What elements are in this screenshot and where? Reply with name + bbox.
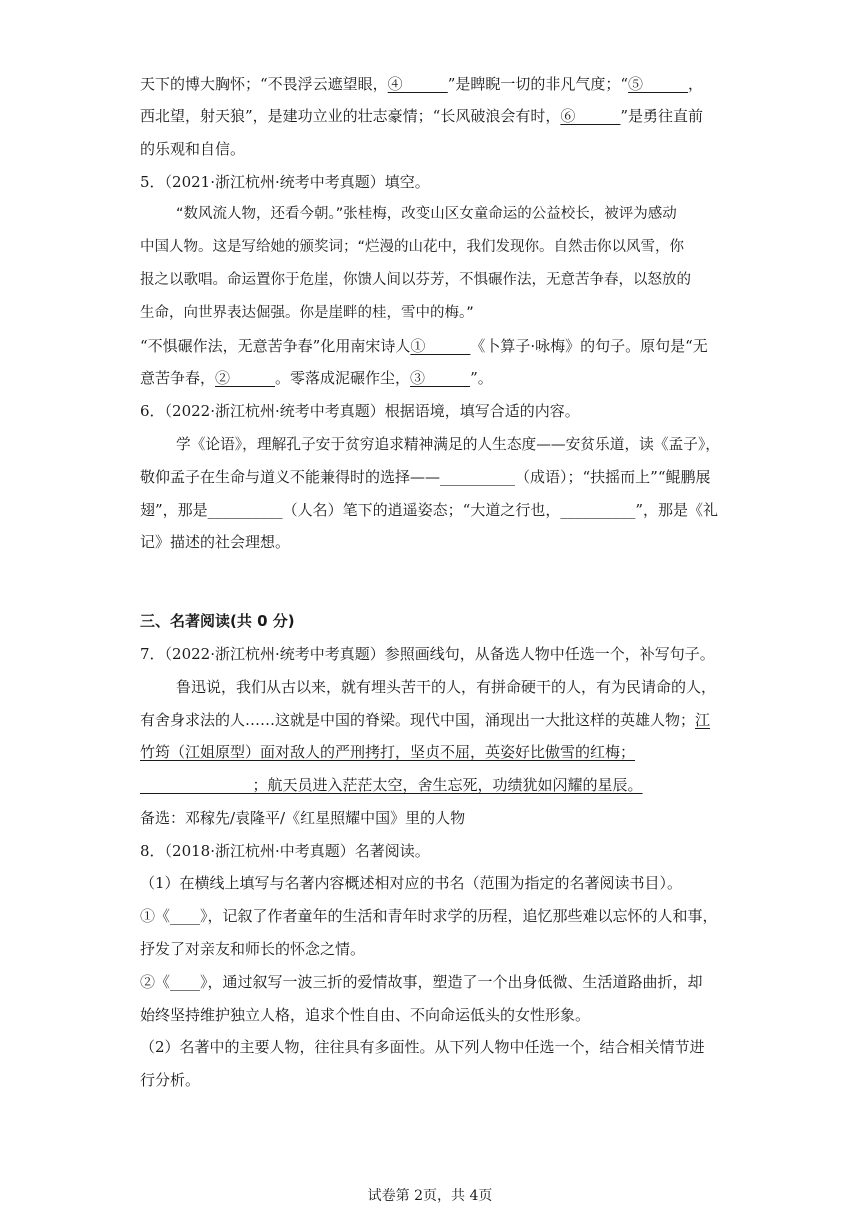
text-line: ②《____》，通过叙写一波三折的爱情故事，塑造了一个出身低微、生活道路曲折，却: [140, 973, 703, 991]
blank-2: ②______: [215, 369, 276, 387]
blank-5: ⑤______: [628, 75, 689, 93]
text-line: 始终坚持维护独立人格，追求个性自由、不向命运低头的女性形象。: [140, 1006, 591, 1024]
text-line: [140, 710, 710, 730]
text-line: 敬仰孟子在生命与道义不能兼得时的选择——__________（成语）；“扶摇而上”“鲲鹏展: [140, 468, 711, 486]
question-8-header: 8．（2018·浙江杭州·中考真题）名著阅读。: [140, 842, 430, 860]
text-segment: ”是勇往直前: [620, 107, 704, 125]
blank-6: ⑥______: [560, 107, 621, 125]
text-line: [140, 368, 493, 388]
text-line: 抒发了对亲友和师长的怀念之情。: [140, 940, 366, 958]
text-line: 行分析。: [140, 1071, 201, 1089]
text-segment: 有舍身求法的人……这就是中国的脊梁。现代中国，涌现出一大批这样的英雄人物；: [140, 711, 696, 729]
text-segment: 意苦争春，: [140, 369, 216, 387]
passage-line: 报之以歌唱。命运置你于危崖，你馈人间以芬芳，不惧碾作法，无意苦争春，以怒放的: [140, 272, 691, 288]
text-segment: 天下的博大胸怀；“不畏浮云遮望眼，: [140, 75, 388, 93]
text-line: 记》描述的社会理想。: [140, 533, 291, 551]
blank-4: ④______: [387, 75, 448, 93]
passage-line: “数风流人物，还看今朝。”张桂梅，改变山区女童命运的公益校长，被评为感动: [176, 206, 677, 222]
text-line: 的乐观和自信。: [140, 140, 246, 158]
passage-line: 中国人物。这是写给她的颁奖词；“烂漫的山花中，我们发现你。自然击你以风雪，你: [140, 239, 685, 255]
page-footer: 试卷第 2页，共 4页: [367, 1188, 493, 1204]
text-segment: 《卜算子·咏梅》的句子。原句是“无: [470, 337, 708, 355]
text-line: [140, 106, 703, 126]
text-line: 翅”，那是__________（人名）笔下的逍遥姿态；“大道之行也，__________”，那是《礼: [140, 501, 719, 519]
text-line: （1）在横线上填写与名著内容概述相对应的书名（范围为指定的名著阅读书目）。: [140, 874, 683, 892]
text-segment: “不惧碾作法，无意苦争春”化用南宋诗人: [140, 337, 411, 355]
answer-blank: _______________: [140, 776, 253, 794]
question-6-header: 6．（2022·浙江杭州·统考中考真题）根据语境，填写合适的内容。: [140, 402, 580, 420]
underlined-sentence: 竹筠（江姐原型）面对敌人的严刑拷打，坚贞不屈，英姿好比傲雪的红梅；: [140, 743, 636, 761]
text-line: [140, 336, 708, 356]
text-segment: ”是睥睨一切的非凡气度；“: [447, 75, 629, 93]
text-line: 备选：邓稼先/袁隆平/《红星照耀中国》里的人物: [140, 809, 466, 827]
blank-1: ①______: [410, 337, 471, 355]
text-line: [140, 775, 643, 795]
passage-line: 生命，向世界表达倔强。你是崖畔的桂，雪中的梅。”: [140, 305, 474, 321]
section-heading: 三、名著阅读(共 0 分): [140, 612, 295, 630]
question-5-header: 5．（2021·浙江杭州·统考中考真题）填空。: [140, 173, 430, 191]
blank-3: ③______: [410, 369, 471, 387]
text-line: ①《____》，记叙了作者童年的生活和青年时求学的历程，追忆那些难以忘怀的人和事，: [140, 907, 718, 925]
text-segment: ，: [688, 75, 704, 93]
text-line: （2）名著中的主要人物，往往具有多面性。从下列人物中任选一个，结合相关情节进: [140, 1038, 705, 1056]
underlined-sentence: ；航天员进入茫茫太空，舍生忘死，功绩犹如闪耀的星辰。: [252, 776, 643, 794]
text-line: [140, 74, 703, 94]
text-line: 鲁迅说，我们从古以来，就有埋头苦干的人，有拼命硬干的人，有为民请命的人，: [176, 678, 717, 696]
question-7-header: 7．（2022·浙江杭州·统考中考真题）参照画线句，从备选人物中任选一个，补写句子。: [140, 645, 715, 663]
text-segment: 西北望，射天狼”，是建功立业的壮志豪情；“长风破浪会有时，: [140, 107, 561, 125]
text-segment: 。零落成泥碾作尘，: [275, 369, 411, 387]
text-line: 学《论语》，理解孔子安于贫穷追求精神满足的人生态度——安贫乐道，读《孟子》，: [176, 435, 721, 453]
text-segment: ”。: [470, 369, 493, 387]
underlined-sentence: 江: [695, 711, 711, 729]
